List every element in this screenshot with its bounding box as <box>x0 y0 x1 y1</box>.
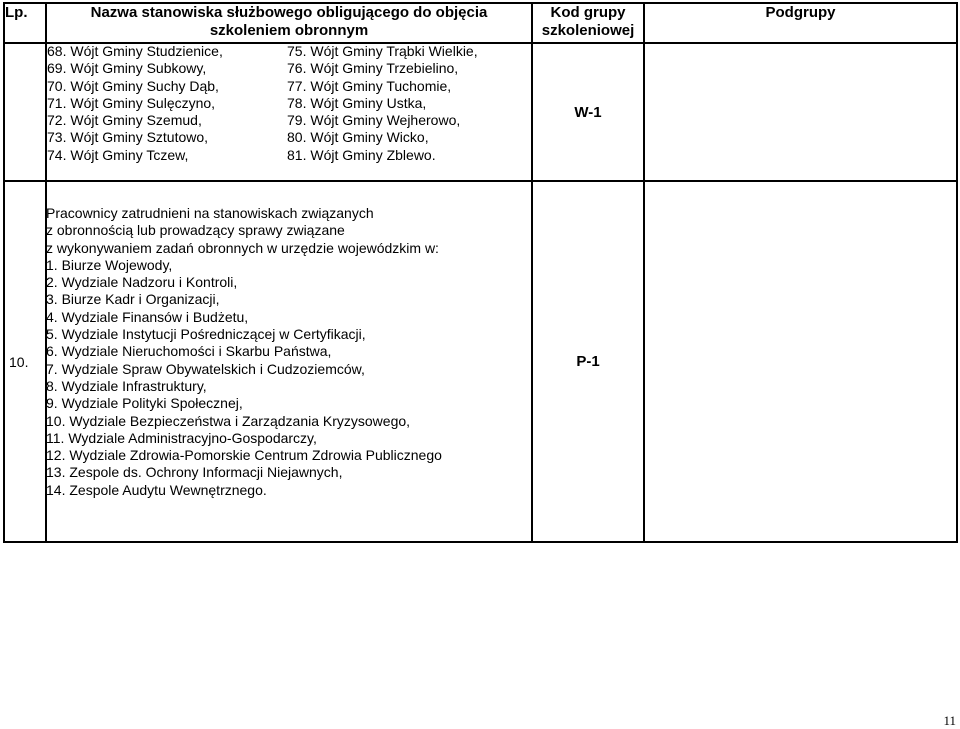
description-line: 10. Wydziale Bezpieczeństwa i Zarządzania Kryzysowego, <box>46 412 411 429</box>
gmina-item: 73. Wójt Gminy Sztutowo, <box>47 129 209 146</box>
description-line: 4. Wydziale Finansów i Budżetu, <box>46 308 249 325</box>
header-row <box>4 3 957 43</box>
row-10 <box>4 181 957 542</box>
gmina-item: 70. Wójt Gminy Suchy Dąb, <box>47 77 219 94</box>
training-groups-table <box>3 2 958 543</box>
description-line: 5. Wydziale Instytucji Pośredniczącej w Certyfikacji, <box>46 326 366 343</box>
page-number: 11 <box>943 713 956 728</box>
gmina-item: 74. Wójt Gminy Tczew, <box>47 146 189 163</box>
header-position-name-line2: szkoleniem obronnym <box>209 22 369 39</box>
header-position-name-line1: Nazwa stanowiska służbowego obligującego do objęcia <box>90 4 488 21</box>
gmina-item: 68. Wójt Gminy Studzienice, <box>47 43 223 59</box>
gminy-subgroups-cell <box>644 43 957 181</box>
description-line: 12. Wydziale Zdrowia-Pomorskie Centrum Zdrowia Publicznego <box>46 447 442 464</box>
row-10-lp: 10. <box>4 181 46 542</box>
row-10-subgroups-cell <box>644 181 957 542</box>
header-group-code-line1: Kod grupy <box>550 4 626 21</box>
gminy-list-left <box>47 43 287 164</box>
header-subgroups: Podgrupy <box>644 3 957 43</box>
gminy-list-cell <box>46 43 532 181</box>
description-line: 13. Zespole ds. Ochrony Informacji Niejawnych, <box>46 464 343 481</box>
description-line: Pracownicy zatrudnieni na stanowiskach związanych <box>46 205 374 221</box>
header-position-name <box>46 3 532 43</box>
description-line: 14. Zespole Audytu Wewnętrznego. <box>46 481 267 498</box>
gminy-lp-cell <box>4 43 46 181</box>
description-line: 9. Wydziale Polityki Społecznej, <box>46 395 243 412</box>
gminy-row <box>4 43 957 181</box>
header-lp: Lp. <box>4 3 46 43</box>
gmina-item: 80. Wójt Gminy Wicko, <box>287 129 429 146</box>
gminy-list-right <box>287 43 478 164</box>
description-line: 8. Wydziale Infrastruktury, <box>46 377 207 394</box>
description-line: z wykonywaniem zadań obronnych w urzędzie wojewódzkim w: <box>46 239 439 256</box>
gmina-item: 81. Wójt Gminy Zblewo. <box>287 146 436 163</box>
description-line: 7. Wydziale Spraw Obywatelskich i Cudzoziemców, <box>46 360 365 377</box>
row-10-description-cell <box>46 181 532 542</box>
gmina-item: 75. Wójt Gminy Trąbki Wielkie, <box>287 43 478 59</box>
gmina-item: 79. Wójt Gminy Wejherowo, <box>287 112 461 129</box>
gmina-item: 78. Wójt Gminy Ustka, <box>287 94 427 111</box>
gmina-item: 76. Wójt Gminy Trzebielino, <box>287 60 459 77</box>
description-line: 3. Biurze Kadr i Organizacji, <box>46 291 220 308</box>
header-group-code-line2: szkoleniowej <box>541 22 635 39</box>
gmina-item: 71. Wójt Gminy Sulęczyno, <box>47 94 216 111</box>
gminy-group-code: W-1 <box>532 43 644 181</box>
description-line: z obronnością lub prowadzący sprawy związane <box>46 222 345 239</box>
description-line: 1. Biurze Wojewody, <box>46 256 173 273</box>
gmina-item: 72. Wójt Gminy Szemud, <box>47 112 202 129</box>
description-line: 6. Wydziale Nieruchomości i Skarbu Państwa, <box>46 343 332 360</box>
gmina-item: 77. Wójt Gminy Tuchomie, <box>287 77 452 94</box>
description-line: 2. Wydziale Nadzoru i Kontroli, <box>46 274 238 291</box>
gmina-item: 69. Wójt Gminy Subkowy, <box>47 60 207 77</box>
row-10-group-code: P-1 <box>532 181 644 542</box>
header-group-code <box>532 3 644 43</box>
row-10-description <box>46 182 531 499</box>
description-line: 11. Wydziale Administracyjno-Gospodarczy, <box>46 429 317 446</box>
